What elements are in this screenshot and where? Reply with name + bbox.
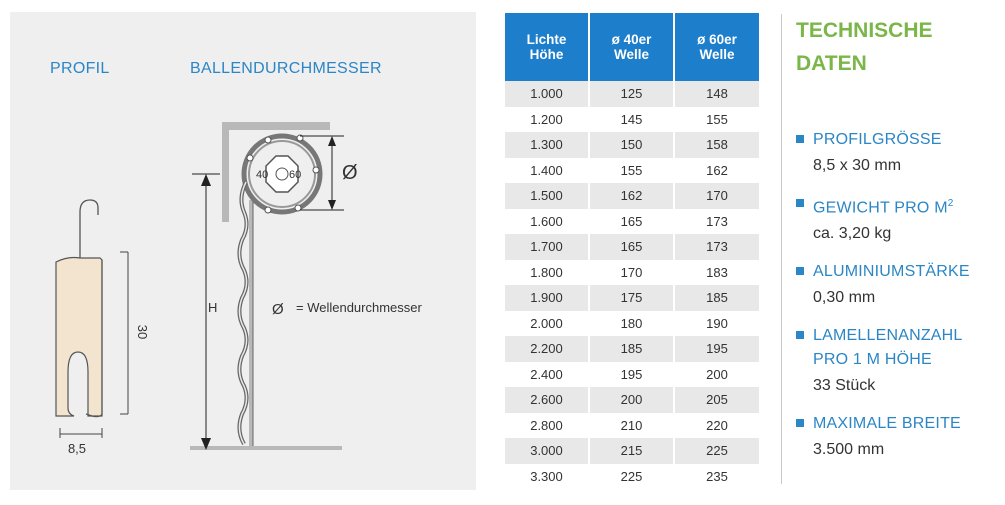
table-cell: 235 (674, 464, 759, 490)
table-cell: 195 (674, 336, 759, 362)
tech-item-profilgroesse: PROFILGRÖSSE 8,5 x 30 mm (796, 128, 1001, 178)
table-cell: 180 (589, 311, 674, 337)
table-cell: 2.200 (505, 336, 589, 362)
table-cell: 1.800 (505, 260, 589, 286)
profile-section (56, 200, 102, 417)
table-cell: 185 (674, 285, 759, 311)
table-cell: 155 (589, 158, 674, 184)
table-cell: 1.500 (505, 183, 589, 209)
table-cell: 145 (589, 107, 674, 133)
legend (272, 300, 423, 318)
table-cell: 3.300 (505, 464, 589, 490)
table-cell: 175 (589, 285, 674, 311)
technical-drawing (10, 12, 476, 490)
table-cell: 173 (674, 209, 759, 235)
diameter-symbol: Ø (342, 162, 358, 184)
bullet-icon (796, 267, 804, 275)
table-cell: 1.200 (505, 107, 589, 133)
dimension-8-5 (60, 428, 102, 456)
shaft-40-text: 40 (256, 169, 269, 181)
header-60er-welle: ø 60er Welle (674, 13, 759, 81)
drawing-panel (10, 12, 476, 490)
dimension-h (192, 174, 220, 450)
roller-box (190, 122, 342, 450)
table-row (505, 158, 759, 184)
table-body (505, 81, 759, 489)
table-row (505, 107, 759, 133)
tech-item-gewicht: GEWICHT PRO $M^2$ ca. 3,20 kg (796, 192, 1001, 246)
table-row (505, 311, 759, 337)
table-cell: 2.800 (505, 413, 589, 439)
table-cell: 170 (589, 260, 674, 286)
profil-label: PROFIL (50, 60, 110, 77)
bullet-icon (796, 199, 804, 207)
table-cell: 3.000 (505, 438, 589, 464)
header-lichte-hoehe: Lichte Höhe (505, 13, 589, 81)
table-row (505, 234, 759, 260)
table-cell: 162 (674, 158, 759, 184)
table-row (505, 413, 759, 439)
table-cell: 205 (674, 387, 759, 413)
header-40er-welle: ø 40er Welle (589, 13, 674, 81)
table-header-row (505, 13, 759, 81)
table-cell: 215 (589, 438, 674, 464)
tech-item-lamellenanzahl: LAMELLENANZAHL PRO 1 M HÖHE 33 Stück (796, 324, 1001, 398)
bullet-icon (796, 331, 804, 339)
table-cell: 210 (589, 413, 674, 439)
table-cell: 1.400 (505, 158, 589, 184)
table-row (505, 438, 759, 464)
table-cell: 173 (674, 234, 759, 260)
table-cell: 148 (674, 81, 759, 107)
table-row (505, 387, 759, 413)
table-cell: 155 (674, 107, 759, 133)
tech-item-aluminiumstaerke: ALUMINIUMSTÄRKE 0,30 mm (796, 260, 1001, 310)
table-cell: 1.900 (505, 285, 589, 311)
shaft-60-text: 60 (289, 169, 302, 181)
table-row (505, 209, 759, 235)
table-row (505, 81, 759, 107)
table-row (505, 362, 759, 388)
legend-text: = Wellendurchmesser (296, 300, 422, 315)
table-cell: 165 (589, 209, 674, 235)
tech-item-maximale-breite: MAXIMALE BREITE 3.500 mm (796, 412, 1001, 462)
dim-30-text: 30 (135, 324, 150, 340)
dim-8-5-text: 8,5 (67, 441, 87, 456)
vertical-divider (781, 14, 782, 484)
table-cell: 2.000 (505, 311, 589, 337)
dimension-30 (120, 252, 150, 414)
shaft-table (505, 13, 759, 489)
table-cell: 200 (589, 387, 674, 413)
ballendurchmesser-label: BALLENDURCHMESSER (190, 60, 382, 77)
tech-data-list (796, 128, 1001, 462)
table-cell: 185 (589, 336, 674, 362)
dimension-table (505, 13, 759, 489)
table-cell: 170 (674, 183, 759, 209)
bullet-icon (796, 419, 804, 427)
table-row (505, 132, 759, 158)
table-cell: 125 (589, 81, 674, 107)
table-cell: 200 (674, 362, 759, 388)
table-cell: 183 (674, 260, 759, 286)
table-cell: 158 (674, 132, 759, 158)
table-cell: 225 (674, 438, 759, 464)
table-cell: 2.400 (505, 362, 589, 388)
table-cell: 195 (589, 362, 674, 388)
table-row (505, 183, 759, 209)
table-row (505, 336, 759, 362)
table-cell: 225 (589, 464, 674, 490)
tech-title: TECHNISCHE DATEN (796, 19, 933, 75)
table-row (505, 260, 759, 286)
table-cell: 165 (589, 234, 674, 260)
table-cell: 1.300 (505, 132, 589, 158)
table-row (505, 464, 759, 490)
table-cell: 220 (674, 413, 759, 439)
table-cell: 190 (674, 311, 759, 337)
table-cell: 1.600 (505, 209, 589, 235)
legend-symbol: Ø (272, 301, 284, 318)
table-cell: 1.700 (505, 234, 589, 260)
table-cell: 2.600 (505, 387, 589, 413)
bullet-icon (796, 135, 804, 143)
dim-h-text: H (208, 300, 218, 315)
table-row (505, 285, 759, 311)
table-cell: 1.000 (505, 81, 589, 107)
table-cell: 150 (589, 132, 674, 158)
table-cell: 162 (589, 183, 674, 209)
